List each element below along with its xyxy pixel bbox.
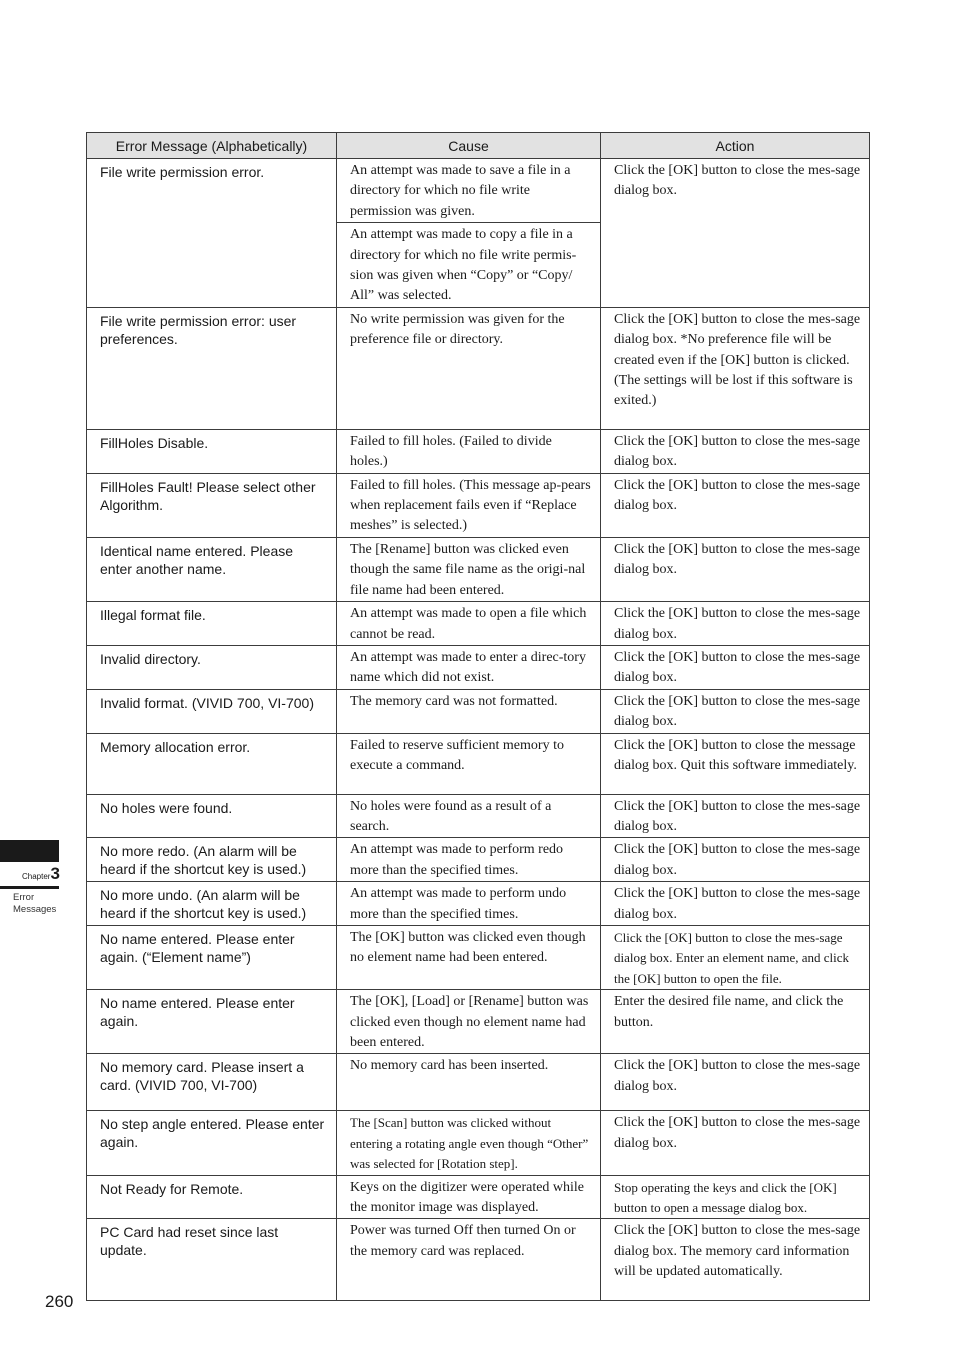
cause-cell: No memory card has been inserted. xyxy=(337,1054,601,1111)
section-label-line2: Messages xyxy=(13,904,57,915)
cause-cell: The [Scan] button was clicked without entering a rotating angle even though “Other” was selected for [Rotation step]. xyxy=(337,1111,601,1175)
action-cell: Click the [OK] button to close the mes-sage dialog box. xyxy=(601,159,870,308)
table-row xyxy=(87,733,870,794)
table-row xyxy=(87,307,870,429)
error-message-cell: File write permission error: user preferences. xyxy=(87,307,337,429)
error-message-cell: No name entered. Please enter again. (“Element name”) xyxy=(87,925,337,989)
error-message-cell: No name entered. Please enter again. xyxy=(87,990,337,1054)
action-cell: Click the [OK] button to close the mes-sage dialog box. xyxy=(601,882,870,926)
error-message-cell: Invalid directory. xyxy=(87,645,337,689)
error-message-cell: Illegal format file. xyxy=(87,602,337,646)
error-message-cell: Not Ready for Remote. xyxy=(87,1175,337,1219)
table-row xyxy=(87,882,870,926)
section-label xyxy=(13,892,56,916)
error-message-cell: FillHoles Disable. xyxy=(87,429,337,473)
table-row xyxy=(87,1054,870,1111)
cause-cell: The [OK] button was clicked even though no element name had been entered. xyxy=(337,925,601,989)
action-cell: Click the [OK] button to close the mes-sage dialog box. xyxy=(601,1054,870,1111)
table-row xyxy=(87,1175,870,1219)
table-row xyxy=(87,838,870,882)
table-row xyxy=(87,429,870,473)
error-message-cell: Identical name entered. Please enter another name. xyxy=(87,537,337,601)
action-cell: Click the [OK] button to close the mes-sage dialog box. The memory card information will be updated automatically. xyxy=(601,1219,870,1301)
cause-cell: Failed to fill holes. (This message ap-pears when replacement fails even if “Replace meshes” is selected.) xyxy=(337,473,601,537)
cause-cell: Power was turned Off then turned On or the memory card was replaced. xyxy=(337,1219,601,1301)
cause-cell: The [OK], [Load] or [Rename] button was clicked even though no element name had been entered. xyxy=(337,990,601,1054)
cause-cell: No write permission was given for the preference file or directory. xyxy=(337,307,601,429)
cause-cell: The memory card was not formatted. xyxy=(337,689,601,733)
header-action: Action xyxy=(601,133,870,159)
action-cell: Click the [OK] button to close the mes-sage dialog box. xyxy=(601,1111,870,1175)
cause-cell: No holes were found as a result of a search. xyxy=(337,794,601,838)
cause-cell: An attempt was made to copy a file in a directory for which no file write permis-sion was given when “Copy” or “Copy/ All” was selected. xyxy=(337,223,601,308)
page-number: 260 xyxy=(45,1292,74,1311)
chapter-word: Chapter xyxy=(22,872,51,881)
table-row xyxy=(87,602,870,646)
action-cell: Enter the desired file name, and click the button. xyxy=(601,990,870,1054)
cause-cell: An attempt was made to perform redo more than the specified times. xyxy=(337,838,601,882)
table-row xyxy=(87,645,870,689)
table-row xyxy=(87,159,870,223)
error-message-cell: No step angle entered. Please enter again. xyxy=(87,1111,337,1175)
table-row xyxy=(87,1219,870,1301)
table-row xyxy=(87,990,870,1054)
cause-cell: An attempt was made to open a file which cannot be read. xyxy=(337,602,601,646)
error-message-cell: No more undo. (An alarm will be heard if the shortcut key is used.) xyxy=(87,882,337,926)
table-row xyxy=(87,925,870,989)
action-cell: Click the [OK] button to close the mes-sage dialog box. xyxy=(601,602,870,646)
header-cause: Cause xyxy=(337,133,601,159)
action-cell: Click the [OK] button to close the mes-sage dialog box. xyxy=(601,645,870,689)
table-row xyxy=(87,537,870,601)
table-row xyxy=(87,794,870,838)
action-cell: Click the [OK] button to close the mes-sage dialog box. Enter an element name, and click the [OK] button to open the file. xyxy=(601,925,870,989)
error-message-cell: Invalid format. (VIVID 700, VI-700) xyxy=(87,689,337,733)
cause-cell: The [Rename] button was clicked even though the same file name as the origi-nal file name had been entered. xyxy=(337,537,601,601)
action-cell: Stop operating the keys and click the [OK] button to open a message dialog box. xyxy=(601,1175,870,1219)
cause-cell: Failed to fill holes. (Failed to divide holes.) xyxy=(337,429,601,473)
table-row xyxy=(87,1111,870,1175)
action-cell: Click the [OK] button to close the mes-sage dialog box. xyxy=(601,429,870,473)
chapter-tab-block xyxy=(0,840,59,862)
action-cell: Click the [OK] button to close the mes-sage dialog box. xyxy=(601,537,870,601)
error-message-cell: PC Card had reset since last update. xyxy=(87,1219,337,1301)
cause-cell: An attempt was made to enter a direc-tory name which did not exist. xyxy=(337,645,601,689)
action-cell: Click the [OK] button to close the mes-sage dialog box. xyxy=(601,473,870,537)
cause-cell: An attempt was made to perform undo more than the specified times. xyxy=(337,882,601,926)
cause-cell: Keys on the digitizer were operated while the monitor image was displayed. xyxy=(337,1175,601,1219)
action-cell: Click the [OK] button to close the mes-sage dialog box. xyxy=(601,794,870,838)
chapter-tab-bar xyxy=(0,886,59,889)
error-message-cell: Memory allocation error. xyxy=(87,733,337,794)
chapter-tab-label xyxy=(22,864,60,884)
error-message-cell: No holes were found. xyxy=(87,794,337,838)
error-message-table xyxy=(86,132,870,1301)
cause-cell: An attempt was made to save a file in a directory for which no file write permission was given. xyxy=(337,159,601,223)
action-cell: Click the [OK] button to close the message dialog box. Quit this software immediately. xyxy=(601,733,870,794)
action-cell: Click the [OK] button to close the mes-sage dialog box. *No preference file will be created even if the [OK] button is clicked. (The settings will be lost if this software is exited.) xyxy=(601,307,870,429)
cause-cell: Failed to reserve sufficient memory to execute a command. xyxy=(337,733,601,794)
action-cell: Click the [OK] button to close the mes-sage dialog box. xyxy=(601,838,870,882)
table-row xyxy=(87,689,870,733)
error-message-cell: FillHoles Fault! Please select other Algorithm. xyxy=(87,473,337,537)
table-row xyxy=(87,473,870,537)
header-error-message: Error Message (Alphabetically) xyxy=(87,133,337,159)
error-message-cell: No more redo. (An alarm will be heard if the shortcut key is used.) xyxy=(87,838,337,882)
action-cell: Click the [OK] button to close the mes-sage dialog box. xyxy=(601,689,870,733)
chapter-number: 3 xyxy=(50,864,60,883)
error-message-cell: No memory card. Please insert a card. (VIVID 700, VI-700) xyxy=(87,1054,337,1111)
table-header-row xyxy=(87,133,870,159)
error-message-cell: File write permission error. xyxy=(87,159,337,308)
section-label-line1: Error xyxy=(13,892,35,903)
